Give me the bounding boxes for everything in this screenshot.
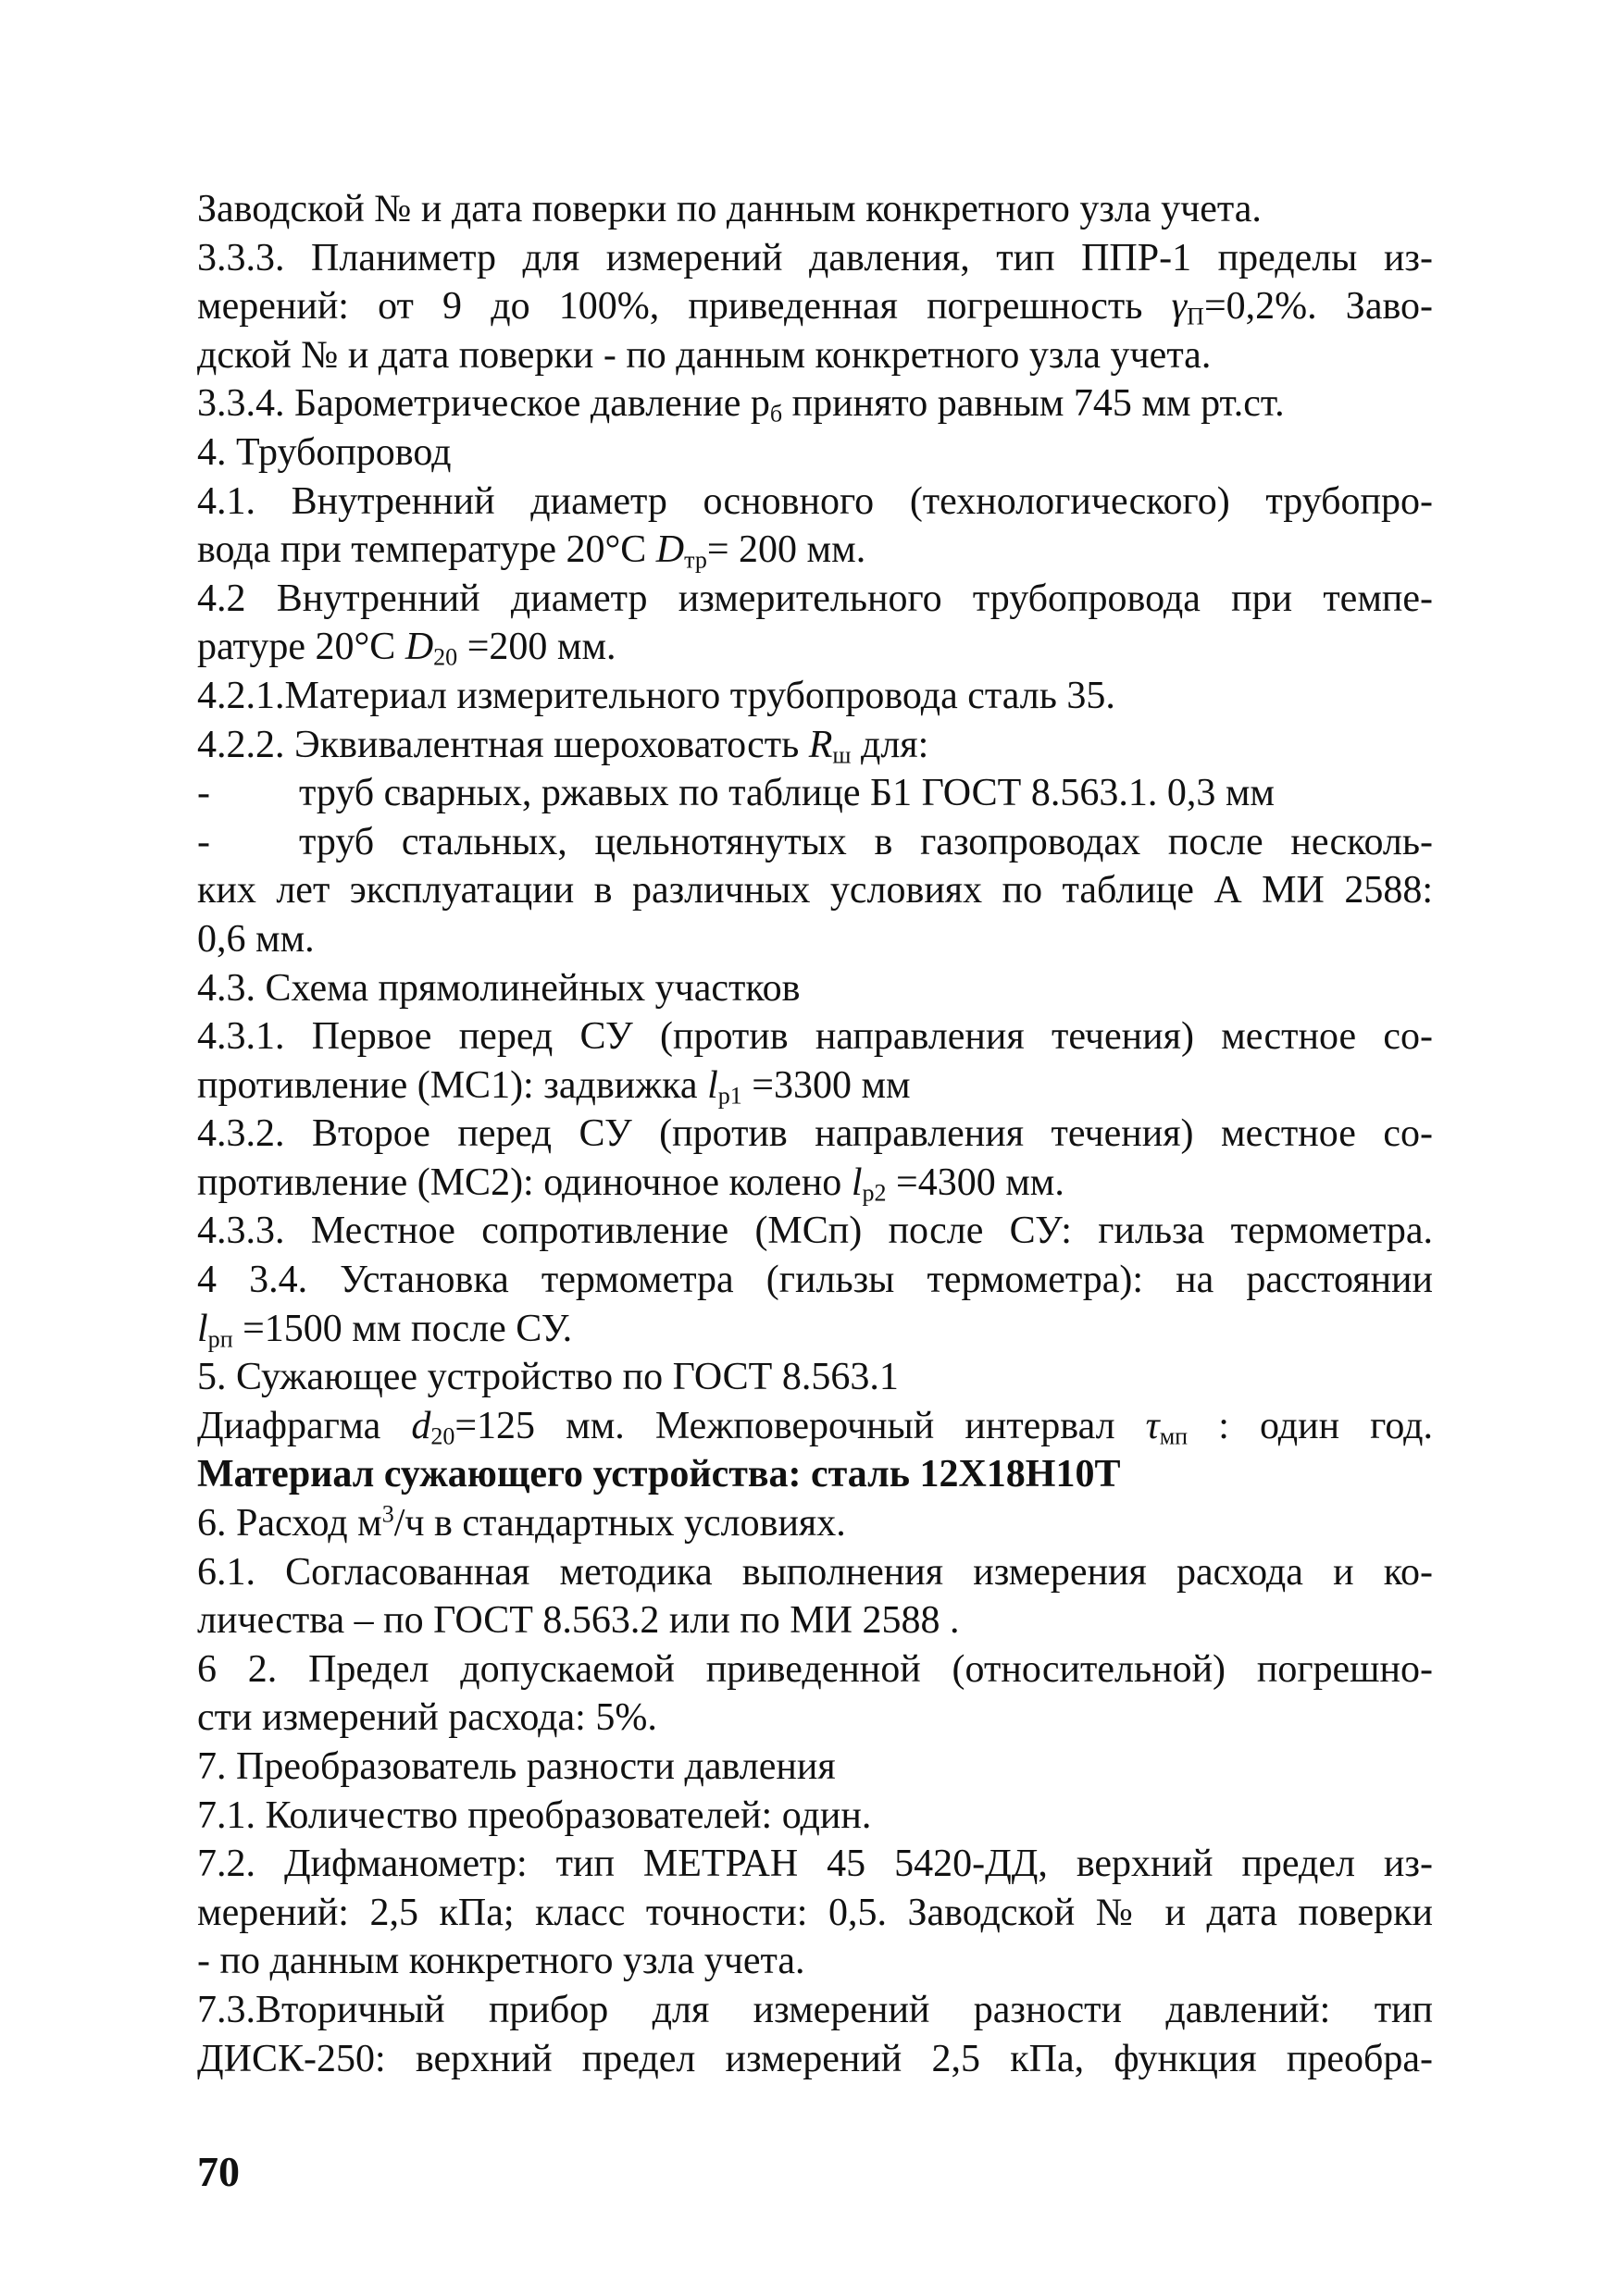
line-text: 4. Трубопровод (197, 430, 452, 474)
text-line (197, 1792, 1433, 1841)
line-text: мерений: от 9 до 100%, приведенная погрешность (197, 285, 1172, 329)
line-text: - по данным конкретного узла учета. (197, 1940, 805, 1983)
subscript: тр (684, 546, 707, 574)
text-line (197, 282, 1433, 331)
subscript: 20 (430, 1422, 455, 1450)
subscript: б (769, 400, 783, 428)
text-line (197, 1548, 1433, 1597)
line-text: 7.2. Дифманометр: тип МЕТРАН 45 5420-ДД, верхний предел из- (197, 1843, 1433, 1886)
text-line (197, 866, 1433, 915)
text-line (197, 1012, 1433, 1061)
line-text: 5. Сужающее устройство по ГОСТ 8.563.1 (197, 1356, 899, 1399)
math-symbol: R (808, 723, 833, 766)
math-symbol: l (197, 1307, 208, 1350)
subscript: р2 (862, 1179, 887, 1207)
line-text: ких лет эксплуатации в различных условиях по таблице А МИ 2588: (197, 869, 1433, 912)
line-text: 4.1. Внутренний диаметр основного (технологического) трубопро- (197, 479, 1433, 523)
superscript: 3 (381, 1500, 394, 1528)
line-text: /ч в стандартных условиях. (393, 1502, 846, 1545)
text-line (197, 915, 1433, 964)
line-text: 0,6 мм. (197, 917, 315, 961)
line-text: 4.3. Схема прямолинейных участков (197, 966, 801, 1010)
line-text: = 200 мм. (706, 528, 866, 572)
text-line (197, 1061, 1433, 1111)
subscript: р1 (717, 1082, 742, 1110)
text-line (197, 1305, 1433, 1354)
line-text: 4.2 Внутренний диаметр измерительного трубопровода при темпе- (197, 577, 1433, 620)
text-line (197, 721, 1433, 770)
page-number: 70 (197, 2148, 240, 2195)
subscript: рп (207, 1325, 233, 1353)
bold-text-line (197, 1450, 1433, 1499)
section-heading (197, 1743, 1433, 1792)
line-text: личества – по ГОСТ 8.563.2 или по МИ 2588 . (197, 1599, 960, 1643)
line-text: =125 мм. Межповерочный интервал (454, 1404, 1146, 1447)
text-line (197, 2035, 1433, 2084)
text-line (197, 1986, 1433, 2035)
subscript: 20 (433, 643, 458, 671)
text-line (197, 234, 1433, 283)
line-text: 6.1. Согласованная методика выполнения измерения расхода и ко- (197, 1550, 1433, 1594)
line-text: ратуре 20°С (197, 626, 405, 669)
text-line (197, 1694, 1433, 1743)
line-text: 7.1. Количество преобразователей: один. (197, 1793, 872, 1837)
line-text: противление (МС2): одиночное колено (197, 1160, 852, 1204)
math-symbol: τ (1145, 1404, 1160, 1447)
text-line (197, 185, 1433, 234)
line-text: =0,2%. Заво- (1203, 285, 1433, 329)
text-line (197, 1159, 1433, 1208)
subscript: ш (832, 741, 852, 769)
line-text: мерений: 2,5 кПа; класс точности: 0,5. Заводской № и дата поверки (197, 1891, 1433, 1934)
list-dash: - (197, 820, 210, 863)
document-body (197, 185, 1433, 2083)
line-text: 7. Преобразователь разности давления (197, 1745, 836, 1788)
section-heading (197, 1353, 1433, 1402)
math-symbol: l (707, 1063, 718, 1107)
line-text: 6. Расход м (197, 1502, 382, 1545)
line-text: принято равным 745 мм рт.ст. (782, 382, 1285, 426)
text-line (197, 1645, 1433, 1694)
line-text: Заводской № и дата поверки по данным конкретного узла учета. (197, 188, 1262, 230)
line-text: дской № и дата поверки - по данным конкретного узла учета. (197, 333, 1212, 377)
subscript: П (1187, 303, 1204, 330)
line-text: ДИСК-250: верхний предел измерений 2,5 кПа, функция преобра- (197, 2037, 1433, 2080)
math-symbol: D (655, 528, 685, 572)
line-text: =3300 мм (741, 1063, 911, 1107)
line-text: 3.3.3. Планиметр для измерений давления, тип ППР-1 пределы из- (197, 236, 1433, 279)
line-text: Диафрагма (197, 1404, 412, 1447)
text-line (197, 478, 1433, 527)
text-line (197, 1207, 1433, 1256)
subscript: мп (1159, 1422, 1189, 1450)
line-text: труб сварных, ржавых по таблице Б1 ГОСТ 8.563.1. 0,3 мм (299, 772, 1275, 815)
text-line (197, 1937, 1433, 1986)
section-heading (197, 1499, 1433, 1548)
line-text: =200 мм. (457, 626, 616, 669)
line-text: вода при температуре 20°С (197, 528, 656, 572)
text-line (197, 1402, 1433, 1451)
line-text: 4.3.2. Второе перед СУ (против направления течения) местное со- (197, 1112, 1433, 1156)
line-text: =4300 мм. (886, 1160, 1064, 1204)
line-text: 4 3.4. Установка термометра (гильзы термометра): на расстоянии (197, 1259, 1433, 1302)
text-line (197, 1256, 1433, 1305)
math-symbol: d (411, 1404, 431, 1447)
list-dash: - (197, 772, 210, 815)
list-item (197, 818, 1433, 867)
line-text: 6 2. Предел допускаемой приведенной (относительной) погрешно- (197, 1647, 1433, 1691)
math-symbol: γ (1171, 285, 1188, 329)
line-text: для: (851, 723, 929, 766)
section-heading (197, 964, 1433, 1013)
text-line (197, 1840, 1433, 1889)
text-line (197, 1596, 1433, 1645)
line-text: 7.3.Вторичный прибор для измерений разности давлений: тип (197, 1988, 1433, 2031)
list-item (197, 769, 1433, 818)
text-line (197, 1110, 1433, 1159)
line-text: 4.2.2. Эквивалентная шероховатость (197, 723, 809, 766)
text-line (197, 379, 1433, 428)
text-line (197, 672, 1433, 721)
line-text: труб стальных, цельнотянутых в газопроводах после несколь- (299, 820, 1433, 863)
math-symbol: l (851, 1160, 863, 1204)
math-symbol: D (404, 626, 434, 669)
text-line (197, 623, 1433, 672)
line-text: 4.3.1. Первое перед СУ (против направления течения) местное со- (197, 1015, 1433, 1059)
line-text: сти измерений расхода: 5%. (197, 1696, 657, 1740)
text-line (197, 1889, 1433, 1938)
line-text: 3.3.4. Барометрическое давление р (197, 382, 770, 426)
line-text: : один год. (1188, 1404, 1433, 1447)
text-line (197, 331, 1433, 380)
line-text: 4.2.1.Материал измерительного трубопровода сталь 35. (197, 674, 1115, 717)
line-text: 4.3.3. Местное сопротивление (МСп) после СУ: гильза термометра. (197, 1210, 1433, 1253)
line-text: Материал сужающего устройства: сталь 12Х18Н10Т (197, 1453, 1121, 1496)
text-line (197, 526, 1433, 575)
line-text: противление (МС1): задвижка (197, 1063, 708, 1107)
line-text: =1500 мм после СУ. (232, 1307, 573, 1350)
text-line (197, 575, 1433, 624)
section-heading (197, 428, 1433, 478)
